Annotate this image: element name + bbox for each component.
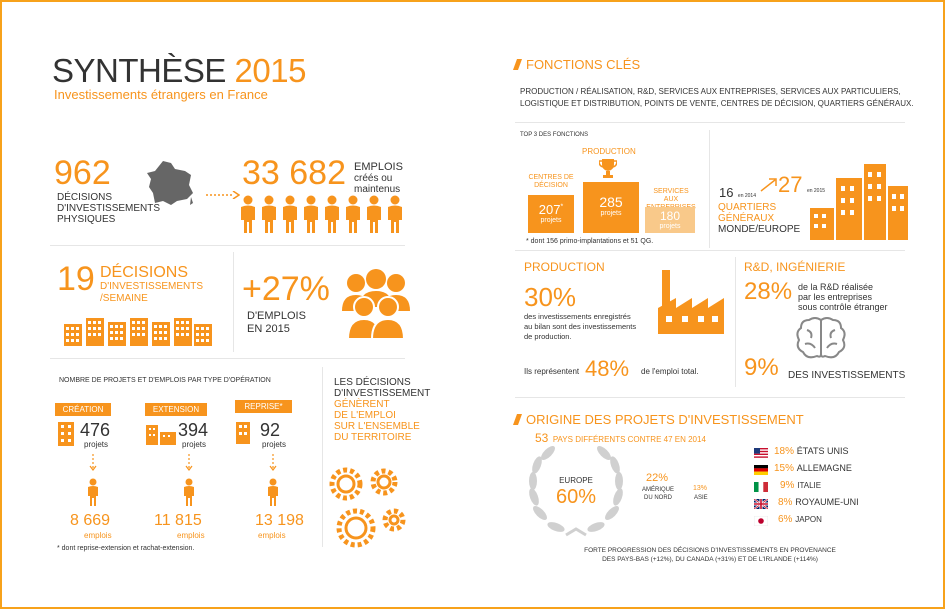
flag-usa-icon xyxy=(754,448,768,458)
podium-production-bar xyxy=(583,182,639,233)
factory-icon xyxy=(656,270,724,334)
generate-line: DU TERRITOIRE xyxy=(334,432,412,443)
emplois-value: 33 682 xyxy=(242,154,346,192)
brain-icon xyxy=(795,316,847,360)
na-label xyxy=(634,486,682,502)
country-name: JAPON xyxy=(795,515,822,524)
production-share-prefix: Ils représentent xyxy=(524,367,580,376)
hq-label xyxy=(718,202,800,235)
creation-jobs-label: emplois xyxy=(84,531,112,540)
operations-heading: NOMBRE DE PROJETS ET D'EMPLOIS PAR TYPE D'OPÉRATION xyxy=(59,377,271,384)
country-row-italy xyxy=(780,480,821,491)
generate-line: GÉNÈRENT xyxy=(334,399,390,410)
weekly-value: 19 xyxy=(57,260,95,298)
production-text-2: au bilan sont des investissements xyxy=(524,322,637,331)
podium-decision-value: 207 xyxy=(538,202,561,217)
creation-building-icon xyxy=(58,422,74,446)
country-pct: 15% xyxy=(774,463,795,474)
rd-text-2: par les entreprises xyxy=(798,292,873,302)
podium-decision-mark: * xyxy=(560,203,564,211)
tag-reprise: REPRISE* xyxy=(235,400,292,413)
country-name: ITALIE xyxy=(797,481,822,490)
country-row-uk xyxy=(778,497,859,508)
decisions-label-2: D'INVESTISSEMENTS xyxy=(57,203,161,214)
rd-invest-label: DES INVESTISSEMENTS xyxy=(788,370,906,381)
podium-services-name: SERVICES AUX xyxy=(653,188,689,203)
production-text-1: des investissements enregistrés xyxy=(524,312,631,321)
rd-value: 28% xyxy=(744,278,793,305)
weekly-label-3: /SEMAINE xyxy=(100,293,148,304)
weekly-label-2: D'INVESTISSEMENTS xyxy=(100,281,204,292)
flag-germany-icon xyxy=(754,465,768,475)
hq-from-value: 16 xyxy=(719,185,734,200)
podium-services-unit: projets xyxy=(659,223,681,230)
weekly-label-1: DÉCISIONS xyxy=(100,264,189,281)
na-label-1: AMÉRIQUE xyxy=(641,487,674,493)
extension-projects: 394 xyxy=(178,420,209,440)
tag-extension: EXTENSION xyxy=(145,403,207,416)
fonctions-line-2: LOGISTIQUE ET DISTRIBUTION, POINTS DE VENTE, CENTRES DE DÉCISION, QUARTIERS GÉNÉRAUX. xyxy=(520,99,914,108)
podium-services-value: 180 xyxy=(659,209,681,223)
country-row-japan xyxy=(778,514,822,525)
top3-label: TOP 3 DES FONCTIONS xyxy=(520,132,589,138)
reprise-projects-label: projets xyxy=(262,440,287,449)
rd-invest-value: 9% xyxy=(744,354,779,381)
buildings-row-icon xyxy=(64,312,212,346)
up-arrow-icon xyxy=(760,178,778,192)
flag-uk-icon xyxy=(754,499,768,509)
rd-text xyxy=(798,282,888,312)
country-name: ROYAUME-UNI xyxy=(795,497,859,507)
production-text xyxy=(524,312,636,342)
fonctions-line-1: PRODUCTION / RÉALISATION, R&D, SERVICES AUX ENTREPRISES, SERVICES AUX PARTICULIERS, xyxy=(520,87,901,96)
podium-production-name: PRODUCTION xyxy=(582,147,636,156)
growth-label-1: D'EMPLOIS xyxy=(247,310,306,322)
reprise-building-icon xyxy=(236,422,250,444)
hq-label-3: MONDE/EUROPE xyxy=(718,224,801,235)
europe-value: 60% xyxy=(555,486,597,508)
na-label-2: DU NORD xyxy=(644,495,672,501)
reprise-projects: 92 xyxy=(260,420,281,440)
rd-text-3: sous contrôle étranger xyxy=(798,302,888,312)
origine-countries-text: PAYS DIFFÉRENTS CONTRE 47 EN 2014 xyxy=(552,435,706,444)
origine-title-text: ORIGINE DES PROJETS D'INVESTISSEMENT xyxy=(526,412,804,427)
emplois-label-1: EMPLOIS xyxy=(354,161,403,173)
generate-line: D'INVESTISSEMENT xyxy=(334,388,431,399)
crowd-icon xyxy=(342,267,410,339)
country-pct: 6% xyxy=(778,514,793,525)
extension-jobs-label: emplois xyxy=(177,531,205,540)
creation-projects-label: projets xyxy=(84,440,109,449)
fonctions-title-text: FONCTIONS CLÉS xyxy=(526,57,641,72)
podium-production-unit: projets xyxy=(600,210,622,217)
gears-icon xyxy=(324,462,410,554)
emplois-label-2: créés ou xyxy=(354,173,393,184)
generate-line: LES DÉCISIONS xyxy=(334,377,411,388)
workers-row-icon xyxy=(240,195,405,235)
flag-italy-icon xyxy=(754,482,768,492)
operations-arrows-and-workers xyxy=(88,454,278,509)
emplois-label-3: maintenus xyxy=(354,184,401,195)
hq-label-1: QUARTIERS xyxy=(718,202,777,213)
growth-value: +27% xyxy=(242,270,330,308)
title-year: 2015 xyxy=(234,52,306,89)
podium-decision-unit: projets xyxy=(540,217,562,224)
rd-text-1: de la R&D réalisée xyxy=(798,282,874,292)
generate-line: DE L'EMPLOI xyxy=(334,410,396,421)
trophy-icon xyxy=(599,158,617,178)
origine-note-1: FORTE PROGRESSION DES DÉCISIONS D'INVESTISSEMENTS EN PROVENANCE xyxy=(584,547,836,554)
country-pct: 9% xyxy=(780,480,795,491)
country-name: ALLEMAGNE xyxy=(796,463,852,473)
page-title xyxy=(52,52,306,90)
hq-from-label: en 2014 xyxy=(737,193,756,199)
production-title: PRODUCTION xyxy=(524,260,605,274)
asia-value: 13% xyxy=(693,485,708,492)
europe-label: EUROPE xyxy=(559,476,593,485)
origine-note-2: DES PAYS-BAS (+12%), DU CANADA (+31%) ET DE L'IRLANDE (+114%) xyxy=(602,556,818,563)
generate-line: SUR L'ENSEMBLE xyxy=(334,421,420,432)
country-row-germany xyxy=(774,463,852,474)
rd-title: R&D, INGÉNIERIE xyxy=(744,260,846,274)
creation-projects: 476 xyxy=(80,420,111,440)
podium-services-bar xyxy=(645,207,695,233)
growth-label-2: EN 2015 xyxy=(247,323,290,335)
origine-note xyxy=(515,546,905,564)
title-main: SYNTHÈSE xyxy=(52,52,226,89)
reprise-jobs-label: emplois xyxy=(258,531,286,540)
origine-title xyxy=(515,412,804,427)
fonctions-title xyxy=(515,57,640,72)
tag-creation: CRÉATION xyxy=(55,403,111,416)
hq-to-label: en 2015 xyxy=(806,188,826,194)
podium-footnote: * dont 156 primo-implantations et 51 QG. xyxy=(526,238,654,245)
france-map-icon xyxy=(145,159,197,207)
hq-to-value: 27 xyxy=(778,172,803,197)
production-share-suffix: de l'emploi total. xyxy=(641,367,699,376)
extension-projects-label: projets xyxy=(182,440,207,449)
podium-production-value: 285 xyxy=(599,194,623,210)
production-share-value: 48% xyxy=(585,356,630,381)
asia-label: ASIE xyxy=(694,495,708,501)
generate-text xyxy=(334,377,430,443)
decisions-value: 962 xyxy=(54,154,111,192)
podium-decision-name: CENTRES DE DÉCISION xyxy=(528,174,574,189)
creation-jobs: 8 669 xyxy=(70,512,111,529)
emplois-label xyxy=(354,162,403,195)
hq-from xyxy=(719,184,756,202)
production-text-3: de production. xyxy=(524,332,572,341)
country-name: ÉTATS UNIS xyxy=(796,446,849,456)
country-row-usa xyxy=(774,446,848,457)
decisions-label-1: DÉCISIONS xyxy=(57,192,113,203)
reprise-jobs: 13 198 xyxy=(255,512,304,529)
weekly-label xyxy=(100,264,203,305)
fonctions-list xyxy=(520,86,914,110)
podium-decision-bar xyxy=(528,195,574,233)
office-towers-icon xyxy=(810,164,908,240)
dotted-arrow-icon xyxy=(206,191,240,199)
extension-jobs: 11 815 xyxy=(154,512,202,529)
production-value: 30% xyxy=(524,282,577,312)
country-pct: 18% xyxy=(774,446,795,457)
growth-label xyxy=(247,310,306,336)
decisions-label-3: PHYSIQUES xyxy=(57,214,116,225)
page-subtitle: Investissements étrangers en France xyxy=(54,87,268,102)
hq-label-2: GÉNÉRAUX xyxy=(718,213,775,224)
extension-building-icon xyxy=(146,425,176,445)
country-pct: 8% xyxy=(778,497,793,508)
na-value: 22% xyxy=(645,472,669,484)
flag-japan-icon xyxy=(754,516,768,526)
origine-countries-value: 53 xyxy=(535,431,549,445)
operations-footnote: * dont reprise-extension et rachat-extension. xyxy=(57,545,195,552)
